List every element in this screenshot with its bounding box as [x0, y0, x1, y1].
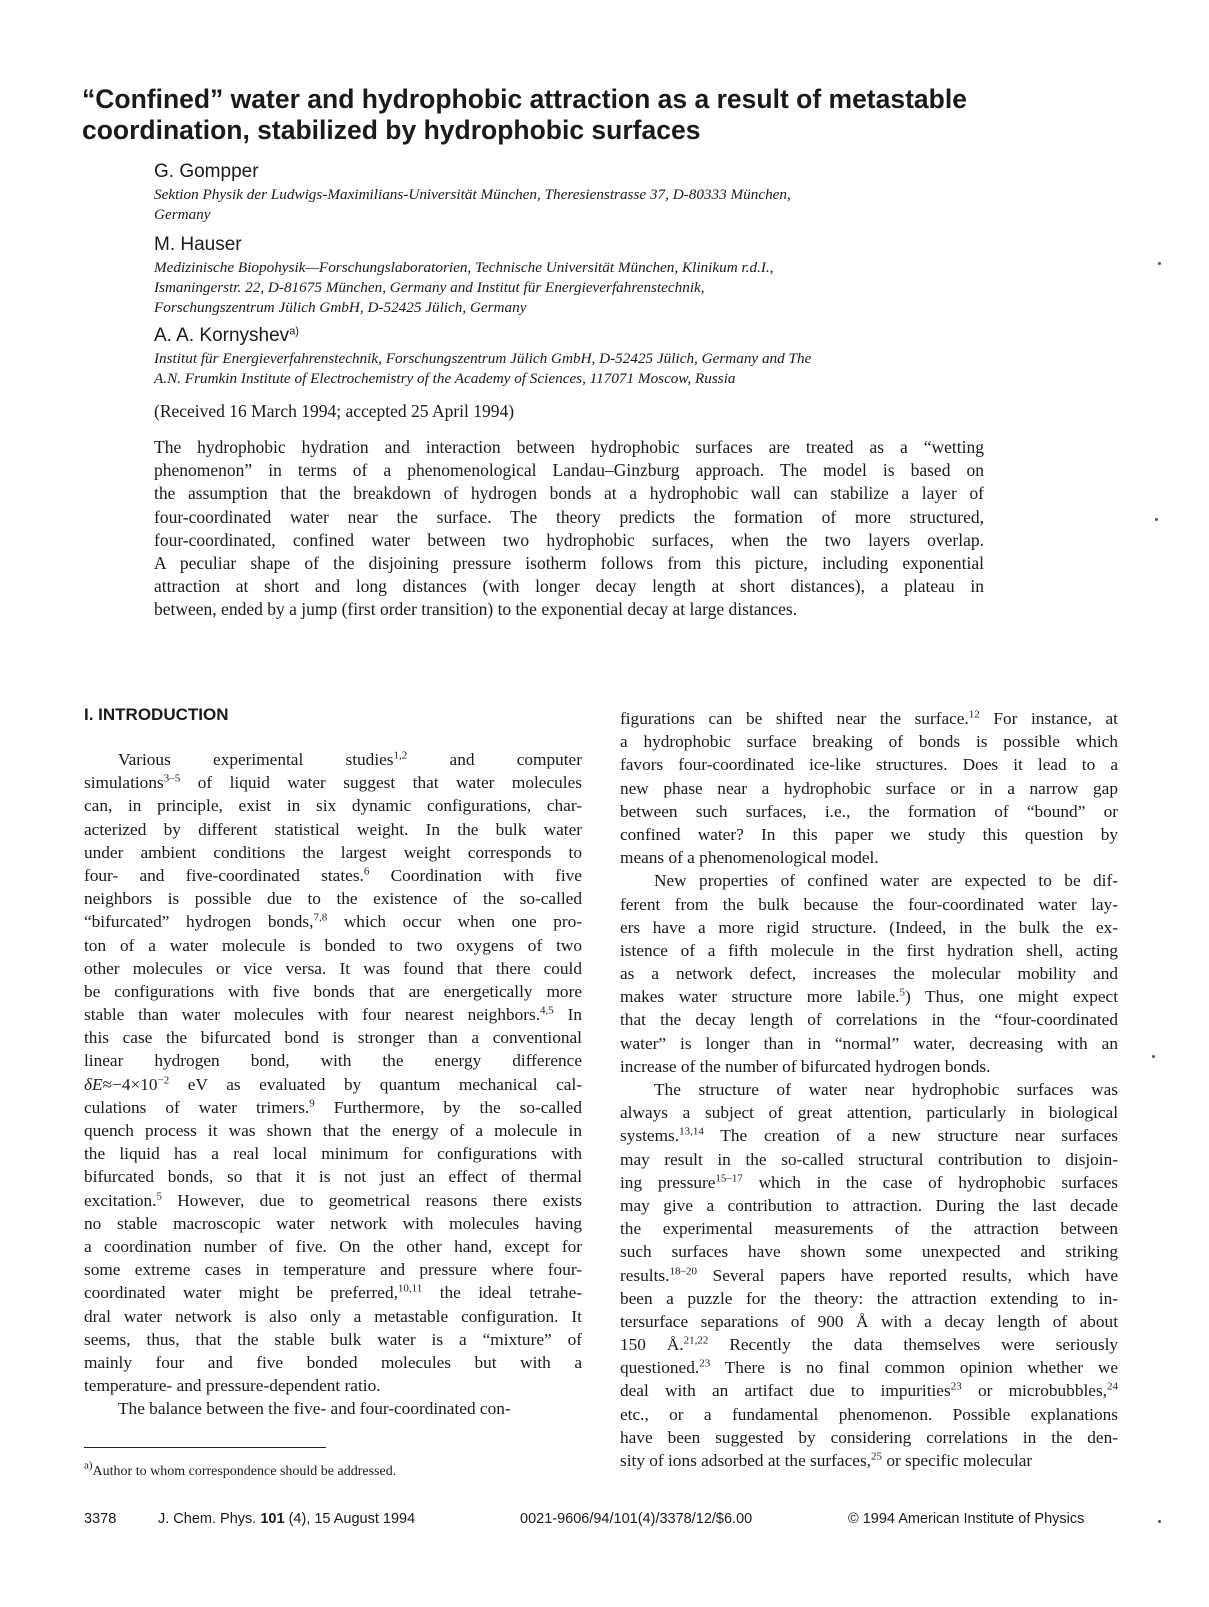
- right-column: [620, 707, 1118, 1472]
- text-line: ing pressure$^{15-17}$ which in the case of hydrophobic surfaces: [620, 1172, 1118, 1192]
- article-code: 0021-9606/94/101(4)/3378/12/$6.00: [520, 1511, 753, 1527]
- text-line: can, in principle, exist in six dynamic configurations, char-: [84, 796, 582, 816]
- footnote-rule: [84, 1447, 326, 1448]
- text-line: istence of a fifth molecule in the first hydration shell, acting: [620, 940, 1118, 960]
- text-line: no stable macroscopic water network with molecules having: [84, 1213, 582, 1233]
- page-number: 3378: [84, 1511, 117, 1527]
- text-line: questioned.$^{23}$ There is no final common opinion whether we: [620, 1357, 1118, 1378]
- text-line: some extreme cases in temperature and pressure where four-: [84, 1260, 582, 1280]
- text-line: tersurface separations of 900 Å with a decay length of about: [620, 1311, 1118, 1331]
- text-line: systems.$^{13,14}$ The creation of a new structure near surfaces: [620, 1125, 1118, 1146]
- left-column: [84, 748, 582, 1420]
- text-line: culations of water trimers.$^9$ Furthermore, by the so-called: [84, 1097, 582, 1117]
- text-line: new phase near a hydrophobic surface or in a narrow gap: [620, 778, 1118, 798]
- scan-speck: [1158, 262, 1161, 265]
- text-line: deal with an artifact due to impurities$^{23}$ or microbubbles,$^{24}$: [620, 1380, 1118, 1401]
- text-line: acterized by different statistical weight. In the bulk water: [84, 819, 582, 839]
- author-name: A. A. Kornyshev$^{a)}$: [154, 325, 299, 346]
- text-line: confined water? In this paper we study this question by: [620, 824, 1118, 844]
- corresponding-author-mark: a): [289, 325, 299, 338]
- text-line: ferent from the bulk because the four-coordinated water lay-: [620, 894, 1118, 914]
- text-line: as a network defect, increases the molecular mobility and: [620, 964, 1118, 984]
- text-line: be configurations with five bonds that are energetically more: [84, 981, 582, 1001]
- scan-speck: [1158, 1520, 1161, 1523]
- text-line: favors four-coordinated ice-like structures. Does it lead to a: [620, 755, 1118, 775]
- text-line: quench process it was shown that the energy of a molecule in: [84, 1121, 582, 1140]
- text-line: the experimental measurements of the attraction between: [620, 1219, 1118, 1239]
- text-line: results.$^{18-20}$ Several papers have reported results, which have: [620, 1264, 1118, 1285]
- text-line: coordinated water might be preferred,$^{10,11}$ the ideal tetrahe-: [84, 1282, 583, 1303]
- text-line: mainly four and five bonded molecules but with a: [84, 1352, 582, 1372]
- text-line: Various experimental studies$^{1,2}$ and computer: [118, 749, 582, 769]
- text-line: ers have a more rigid structure. (Indeed, in the bulk the ex-: [620, 917, 1118, 937]
- text-line: excitation.$^5$ However, due to geometrical reasons there exists: [84, 1189, 582, 1210]
- text-line: temperature- and pressure-dependent ratio.: [84, 1376, 381, 1396]
- text-line: water” is longer than in “normal” water, decreasing with an: [620, 1033, 1118, 1053]
- text-line: sity of ions adsorbed at the surfaces,$^{25}$ or specific molecular: [620, 1450, 1033, 1470]
- text-line: linear hydrogen bond, with the energy difference: [84, 1051, 582, 1071]
- text-line: other molecules or vice versa. It was found that there could: [84, 958, 582, 978]
- text-line: $\delta E\approx-4\times 10^{-2}$ eV as evaluated by quantum mechanical cal-: [84, 1074, 582, 1094]
- text-line: makes water structure more labile.$^5$) Thus, one might expect: [620, 986, 1118, 1007]
- text-line: a hydrophobic surface breaking of bonds is possible which: [620, 732, 1118, 752]
- text-line: stable than water molecules with four nearest neighbors.$^{4,5}$ In: [84, 1004, 582, 1025]
- text-line: The structure of water near hydrophobic surfaces was: [654, 1080, 1118, 1099]
- text-line: New properties of confined water are expected to be dif-: [654, 871, 1118, 891]
- author-name: M. Hauser: [154, 234, 242, 255]
- author-name: G. Gompper: [154, 161, 259, 182]
- author-affiliation: Medizinische Biopohysik—Forschungslaboratorien, Technische Universität München, Klinikum r.d.I., Ismaningerstr. 22, D-81675 München, Germany and Institut für Energieverfahrenstechnik, Forschungszentrum Jülich GmbH, D-52425 Jülich, Germany: [154, 259, 774, 316]
- text-line: have been suggested by considering correlations in the den-: [620, 1427, 1118, 1447]
- journal-citation: J. Chem. Phys. 101 (4), 15 August 1994: [158, 1511, 416, 1527]
- text-line: this case the bifurcated bond is stronger than a conventional: [84, 1028, 582, 1048]
- copyright: © 1994 American Institute of Physics: [848, 1511, 1085, 1527]
- text-line: a coordination number of five. On the other hand, except for: [84, 1236, 582, 1256]
- author-affiliation: Institut für Energieverfahrenstechnik, Forschungszentrum Jülich GmbH, D-52425 Jülich, Germany and The A.N. Frumkin Institute of Electrochemistry of the Academy of Sciences, 117071 Moscow, Russia: [154, 350, 812, 387]
- text-line: figurations can be shifted near the surface.$^{12}$ For instance, at: [620, 708, 1118, 728]
- section-heading: I. INTRODUCTION: [84, 705, 229, 724]
- text-line: such surfaces have shown some unexpected and striking: [620, 1242, 1118, 1262]
- author-affiliation: Sektion Physik der Ludwigs-Maximilians-Universität München, Theresienstrasse 37, D-80333 München, Germany: [154, 186, 791, 223]
- text-line: ton of a water molecule is bonded to two oxygens of two: [84, 935, 582, 955]
- text-line: four- and five-coordinated states.$^6$ Coordination with five: [84, 865, 582, 885]
- text-line: the liquid has a real local minimum for configurations with: [84, 1144, 582, 1164]
- paper-title: “Confined” water and hydrophobic attraction as a result of metastable coordination, stabilized by hydrophobic surfaces: [82, 84, 967, 145]
- text-line: simulations$^{3-5}$ of liquid water suggest that water molecules: [84, 772, 582, 793]
- text-line: under ambient conditions the largest weight corresponds to: [84, 842, 582, 862]
- text-line: may result in the so-called structural contribution to disjoin-: [620, 1149, 1118, 1169]
- text-line: may give a contribution to attraction. During the last decade: [620, 1195, 1118, 1215]
- text-line: etc., or a fundamental phenomenon. Possible explanations: [620, 1404, 1118, 1424]
- scan-speck: [1155, 518, 1158, 521]
- text-line: seems, thus, that the stable bulk water is a “mixture” of: [84, 1329, 582, 1349]
- text-line: “bifurcated” hydrogen bonds,$^{7,8}$ which occur when one pro-: [84, 911, 582, 932]
- text-line: 150 Å.$^{21,22}$ Recently the data themselves were seriously: [620, 1334, 1119, 1355]
- text-line: that the decay length of correlations in the “four-coordinated: [620, 1010, 1118, 1030]
- received-dates: (Received 16 March 1994; accepted 25 April 1994): [154, 401, 515, 421]
- text-line: increase of the number of bifurcated hydrogen bonds.: [620, 1056, 991, 1076]
- text-line: neighbors is possible due to the existence of the so-called: [84, 889, 582, 909]
- footnote: $^{a)}$Author to whom correspondence should be addressed.: [84, 1459, 397, 1479]
- text-line: always a subject of great attention, particularly in biological: [620, 1103, 1118, 1123]
- text-line: The balance between the five- and four-coordinated con-: [118, 1399, 511, 1419]
- abstract: The hydrophobic hydration and interaction between hydrophobic surfaces are treated as a “wetting phenomenon” in terms of a phenomenological Landau–Ginzburg approach. The model is based on the assumption that the breakdown of hydrogen bonds at a hydrophobic wall can stabilize a layer of four-coordinated water near the surface. The theory predicts the formation of more structured, four-coordinated, confined water between two hydrophobic surfaces, when the two layers overlap. A peculiar shape of the disjoining pressure isotherm follows from this picture, including exponential attraction at short and long distances (with longer decay length at short distances), a plateau in between, ended by a jump (first order transition) to the exponential decay at large distances.: [154, 437, 984, 620]
- text-line: bifurcated bonds, so that it is not just an effect of thermal: [84, 1167, 582, 1187]
- text-line: been a puzzle for the theory: the attraction extending to in-: [620, 1288, 1118, 1308]
- text-line: dral water network is also only a metastable configuration. It: [84, 1306, 582, 1326]
- text-line: means of a phenomenological model.: [620, 848, 879, 868]
- text-line: between such surfaces, i.e., the formation of “bound” or: [620, 801, 1118, 821]
- scan-speck: [1152, 1055, 1155, 1058]
